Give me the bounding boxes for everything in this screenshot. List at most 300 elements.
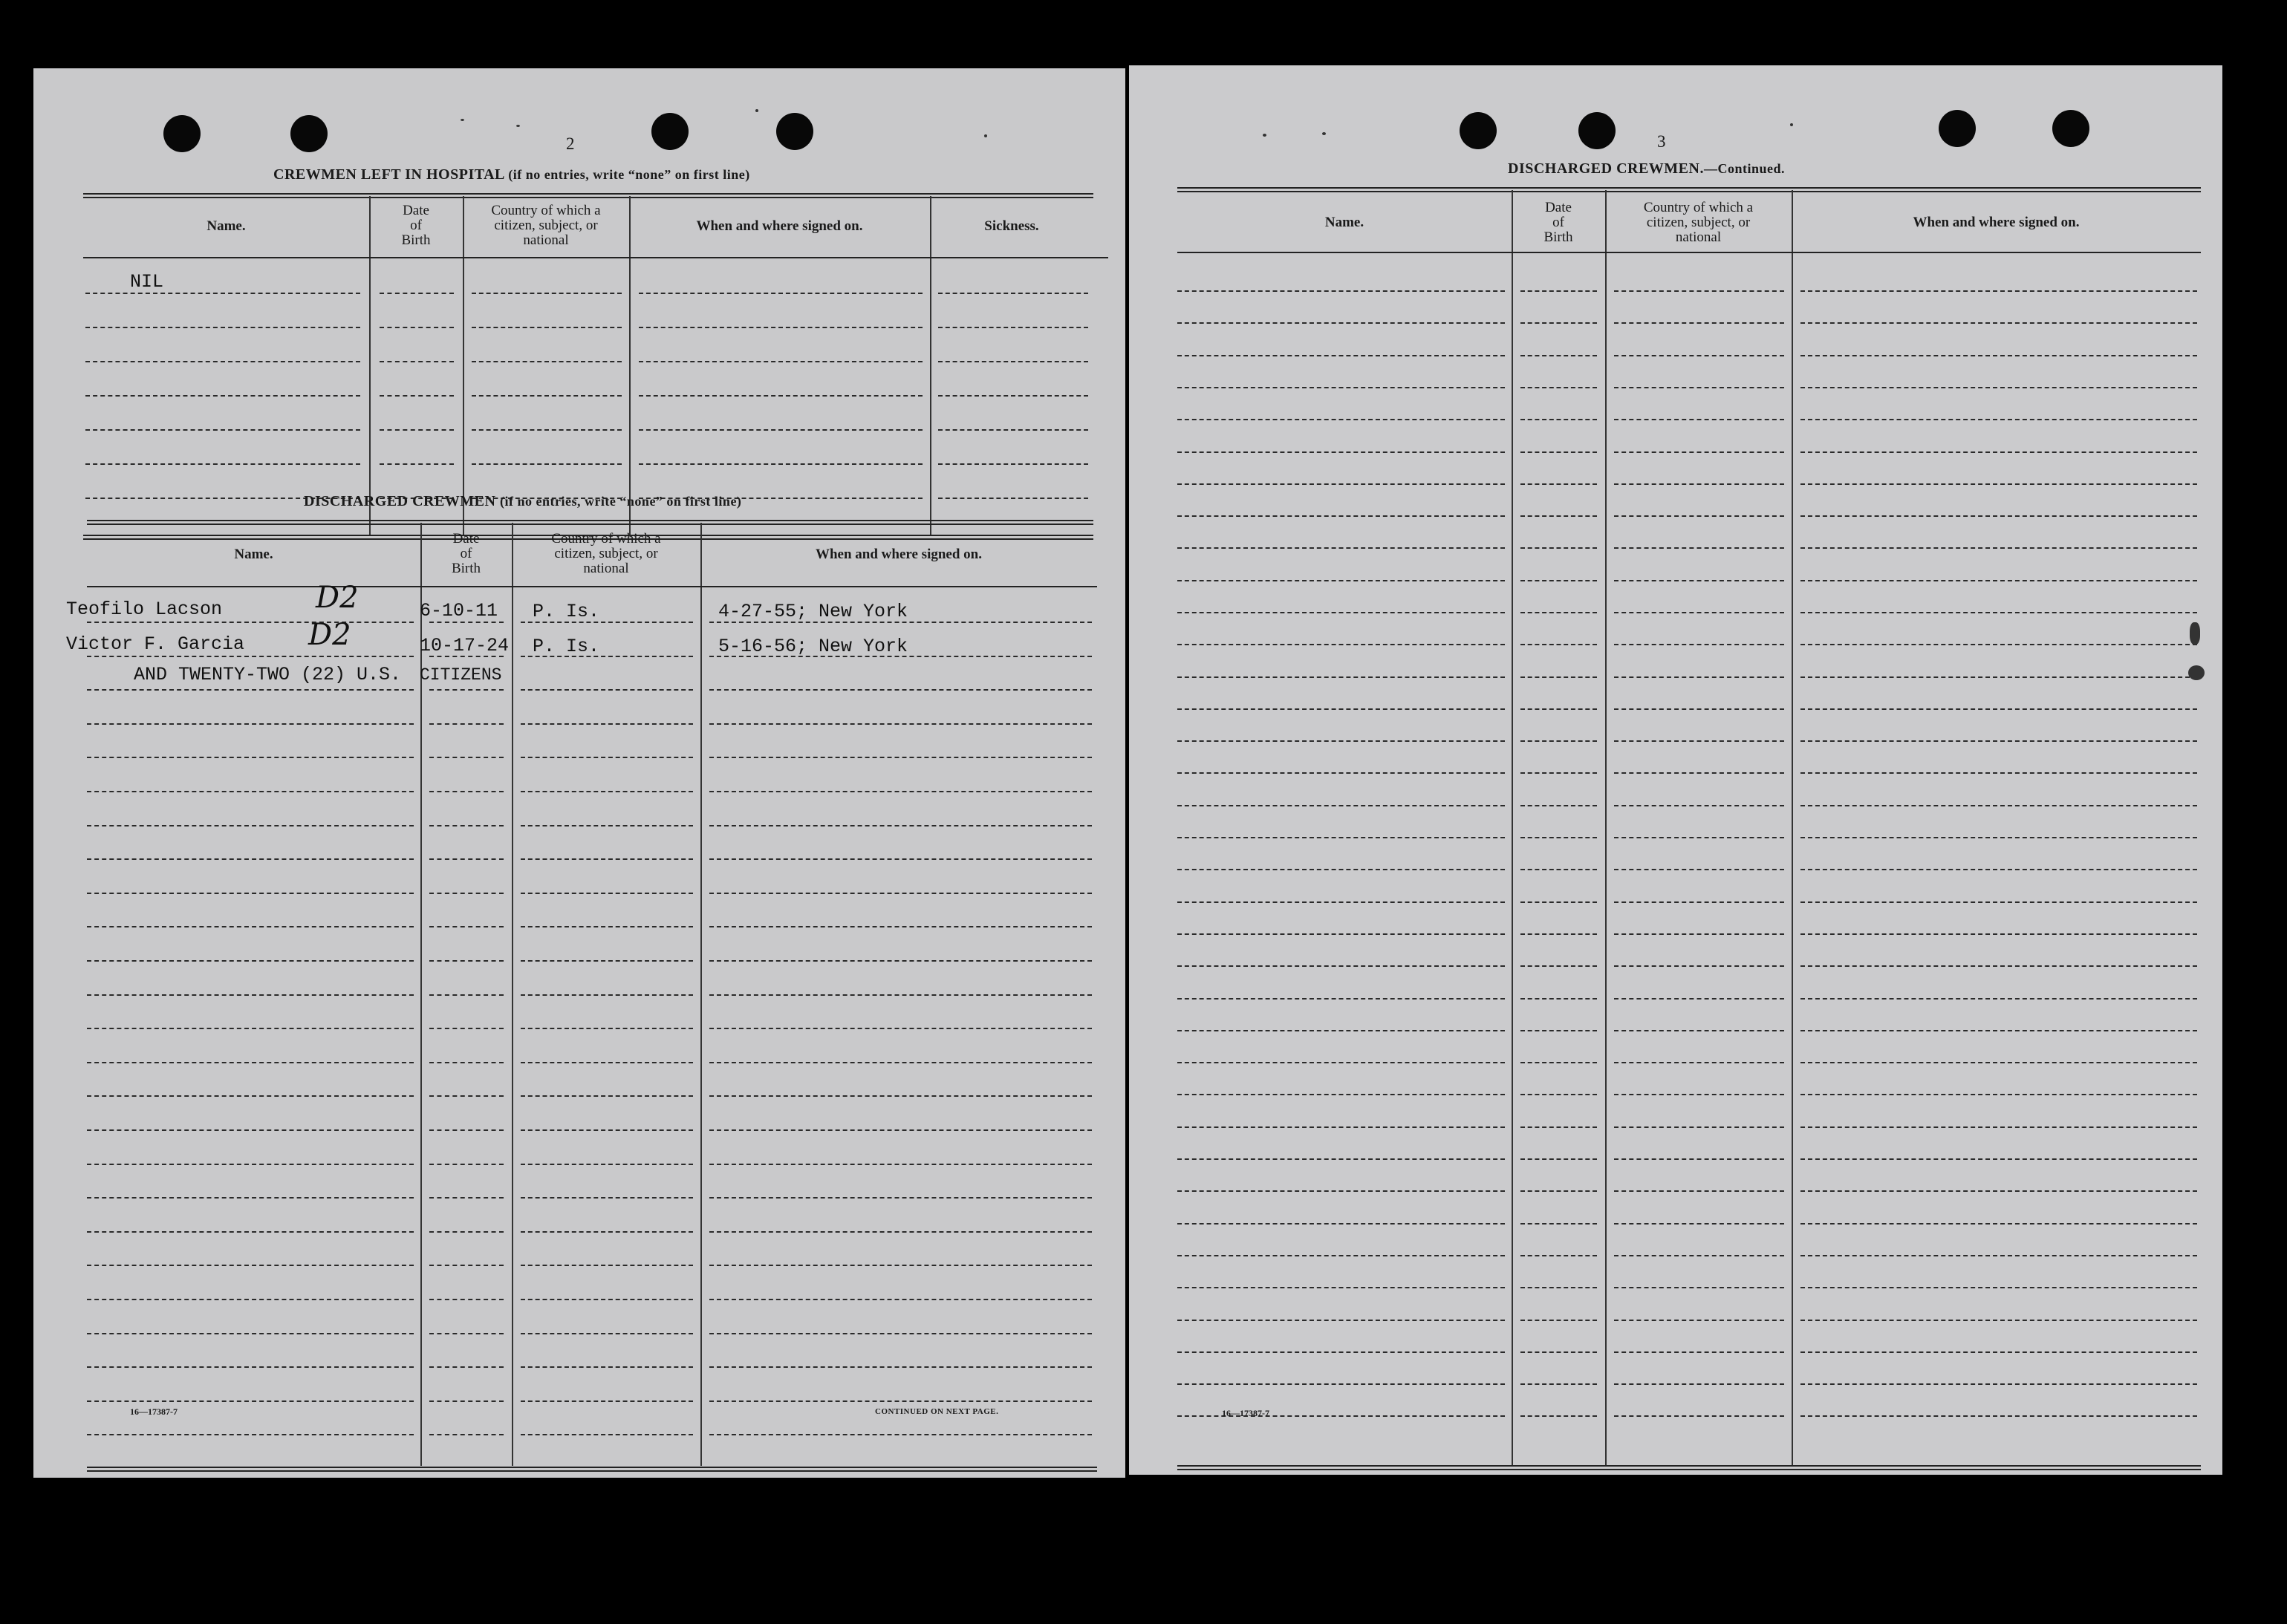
ruled-line <box>709 858 1092 860</box>
discharged-col-name: Name. <box>234 547 273 562</box>
ruled-line <box>380 361 454 362</box>
citizens-note: AND TWENTY-TWO (22) U.S. <box>134 664 402 685</box>
ruled-line <box>639 395 923 397</box>
ruled-line <box>429 791 504 792</box>
ruled-line <box>1177 580 1505 581</box>
ruled-line <box>1177 612 1505 613</box>
ruled-line <box>1800 1223 2197 1224</box>
ruled-line <box>521 757 693 758</box>
ruled-line <box>1520 1030 1597 1031</box>
ruled-line <box>1800 1062 2197 1063</box>
ruled-line <box>709 825 1092 826</box>
ruled-line <box>1800 387 2197 388</box>
ruled-line <box>472 395 622 397</box>
ruled-line <box>1520 837 1597 838</box>
ruled-line <box>429 689 504 691</box>
ruled-line <box>85 463 360 465</box>
ruled-line <box>1614 644 1784 645</box>
ruled-line <box>429 1095 504 1097</box>
ruled-line <box>521 1434 693 1435</box>
discharged-instruction: (if no entries, write “none” on first line) <box>499 494 742 509</box>
ruled-line <box>1177 483 1505 485</box>
ruled-line <box>87 926 414 927</box>
ruled-line <box>1520 1383 1597 1385</box>
ruled-line <box>87 1265 414 1266</box>
ruled-line <box>938 395 1088 397</box>
hospital-col-dob-line2: of <box>410 218 422 233</box>
ruled-line <box>429 858 504 860</box>
ruled-line <box>1520 1320 1597 1321</box>
paper-speck <box>461 119 464 121</box>
ruled-line <box>938 327 1088 328</box>
ruled-line <box>1800 1383 2197 1385</box>
hospital-col-divider <box>930 196 931 535</box>
ruled-line <box>1177 869 1505 870</box>
discharged-title-text: DISCHARGED CREWMEN <box>304 493 496 509</box>
ruled-line <box>521 926 693 927</box>
hospital-col-country-line2: citizen, subject, or <box>494 218 598 233</box>
ruled-line <box>1800 483 2197 485</box>
crewman-country: P. Is. <box>533 636 600 657</box>
ruled-line <box>429 1164 504 1165</box>
punch-hole <box>651 113 689 150</box>
ruled-line <box>1800 740 2197 742</box>
ruled-line <box>1177 1062 1505 1063</box>
ruled-line <box>1614 1030 1784 1031</box>
right-page <box>1129 65 2222 1475</box>
ruled-line <box>1614 805 1784 806</box>
ruled-line <box>1614 965 1784 967</box>
right-table-top-rule <box>1177 187 2201 192</box>
ruled-line <box>87 1062 414 1063</box>
ruled-line <box>429 1366 504 1368</box>
right-title-suffix: —Continued. <box>1703 161 1785 176</box>
discharged-col-country-line2: citizen, subject, or <box>554 546 658 561</box>
ruled-line <box>521 1129 693 1131</box>
ruled-line <box>1800 1030 2197 1031</box>
right-col-dob-line1: Date <box>1545 200 1572 215</box>
ruled-line <box>1614 1351 1784 1353</box>
ruled-line <box>1614 740 1784 742</box>
hospital-col-country-line1: Country of which a <box>491 203 601 218</box>
ruled-line <box>1520 451 1597 453</box>
hospital-section-title <box>273 166 750 183</box>
ruled-line <box>1520 998 1597 999</box>
ruled-line <box>1520 1062 1597 1063</box>
ruled-line <box>521 791 693 792</box>
ruled-line <box>639 293 923 294</box>
ruled-line <box>429 994 504 996</box>
right-col-name: Name. <box>1324 215 1364 230</box>
right-col-divider <box>1792 190 1793 1466</box>
ruled-line <box>85 361 360 362</box>
hospital-col-divider <box>629 196 631 535</box>
right-col-dob-line2: of <box>1552 215 1564 230</box>
ruled-line <box>1614 547 1784 549</box>
ruled-line <box>1520 965 1597 967</box>
ruled-line <box>1614 580 1784 581</box>
ruled-line <box>1177 1287 1505 1288</box>
ruled-line <box>87 1231 414 1233</box>
ruled-line <box>1614 483 1784 485</box>
ruled-line <box>1614 676 1784 678</box>
paper-speck <box>1790 123 1793 126</box>
ruled-line <box>429 1062 504 1063</box>
ruled-line <box>429 622 504 623</box>
ruled-line <box>85 395 360 397</box>
ruled-line <box>87 960 414 962</box>
right-col-country <box>1605 200 1792 245</box>
ruled-line <box>1800 998 2197 999</box>
ruled-line <box>85 293 360 294</box>
ruled-line <box>1614 901 1784 903</box>
ruled-line <box>87 1333 414 1334</box>
hospital-instruction: (if no entries, write “none” on first line) <box>508 167 750 182</box>
right-title-text: DISCHARGED CREWMEN. <box>1508 160 1704 177</box>
ruled-line <box>87 825 414 826</box>
ruled-line <box>1614 869 1784 870</box>
discharge-mark: D2 <box>308 618 351 652</box>
ruled-line <box>1520 644 1597 645</box>
hospital-entry-nil: NIL <box>130 271 164 293</box>
ruled-line <box>87 893 414 894</box>
discharged-table-bottom-rule <box>87 1467 1097 1472</box>
form-number: 16—17387-7 <box>1222 1408 1269 1418</box>
crewman-dob: 6-10-11 <box>420 600 498 622</box>
ruled-line <box>521 825 693 826</box>
ruled-line <box>429 757 504 758</box>
ruled-line <box>380 327 454 328</box>
ruled-line <box>87 1400 414 1402</box>
ruled-line <box>1520 547 1597 549</box>
ruled-line <box>521 689 693 691</box>
ruled-line <box>938 361 1088 362</box>
ruled-line <box>1800 1190 2197 1192</box>
ruled-line <box>1614 708 1784 710</box>
ruled-line <box>1800 1351 2197 1353</box>
ruled-line <box>521 1333 693 1334</box>
ruled-line <box>85 327 360 328</box>
ruled-line <box>1614 1094 1784 1095</box>
ruled-line <box>1520 1255 1597 1256</box>
ruled-line <box>1614 1287 1784 1288</box>
ruled-line <box>1614 1383 1784 1385</box>
ruled-line <box>1800 1158 2197 1160</box>
ruled-line <box>521 858 693 860</box>
punch-hole <box>290 115 328 152</box>
binding-mark <box>2190 622 2200 645</box>
ruled-line <box>709 1299 1092 1300</box>
ruled-line <box>472 361 622 362</box>
ruled-line <box>521 1231 693 1233</box>
discharged-header-rule <box>87 586 1097 587</box>
discharged-section-title <box>304 493 741 510</box>
ruled-line <box>1614 355 1784 356</box>
ruled-line <box>429 1028 504 1029</box>
ruled-line <box>1520 387 1597 388</box>
ruled-line <box>1520 869 1597 870</box>
ruled-line <box>521 1265 693 1266</box>
ruled-line <box>709 1062 1092 1063</box>
paper-speck <box>755 109 758 112</box>
ruled-line <box>380 463 454 465</box>
ruled-line <box>429 1299 504 1300</box>
ruled-line <box>1800 451 2197 453</box>
ruled-line <box>521 893 693 894</box>
ruled-line <box>709 1265 1092 1266</box>
ruled-line <box>87 689 414 691</box>
discharged-col-country-line3: national <box>583 561 629 576</box>
ruled-line <box>1800 1126 2197 1128</box>
right-col-country-line2: citizen, subject, or <box>1646 215 1751 230</box>
punch-hole <box>1460 112 1497 149</box>
ruled-line <box>1177 1383 1505 1385</box>
punch-hole <box>1578 112 1616 149</box>
ruled-line <box>87 994 414 996</box>
ruled-line <box>709 994 1092 996</box>
ruled-line <box>429 723 504 725</box>
ruled-line <box>938 293 1088 294</box>
ruled-line <box>709 1434 1092 1435</box>
ruled-line <box>709 757 1092 758</box>
discharged-col-dob-line2: of <box>460 546 472 561</box>
discharged-col-divider <box>700 523 702 1466</box>
ruled-line <box>1800 1255 2197 1256</box>
ruled-line <box>1614 1255 1784 1256</box>
ruled-line <box>87 1164 414 1165</box>
discharged-col-divider <box>420 523 422 1466</box>
hospital-col-sickness: Sickness. <box>984 218 1039 234</box>
right-section-title <box>1508 160 1785 177</box>
ruled-line <box>1800 1094 2197 1095</box>
ruled-line <box>429 1333 504 1334</box>
ruled-line <box>380 395 454 397</box>
ruled-line <box>1614 1062 1784 1063</box>
ruled-line <box>1177 1158 1505 1160</box>
ruled-line <box>472 463 622 465</box>
ruled-line <box>1800 644 2197 645</box>
ruled-line <box>429 1129 504 1131</box>
discharged-col-dob-line3: Birth <box>451 561 481 576</box>
crewman-signed-on: 4-27-55; New York <box>718 601 908 622</box>
ruled-line <box>1177 1351 1505 1353</box>
ruled-line <box>87 622 414 623</box>
ruled-line <box>429 1434 504 1435</box>
ruled-line <box>429 1400 504 1402</box>
ruled-line <box>1800 708 2197 710</box>
ruled-line <box>1520 805 1597 806</box>
ruled-line <box>709 1400 1092 1402</box>
ruled-line <box>709 689 1092 691</box>
ruled-line <box>1520 1351 1597 1353</box>
ruled-line <box>1520 740 1597 742</box>
ruled-line <box>521 1062 693 1063</box>
ruled-line <box>1520 1094 1597 1095</box>
paper-speck <box>1263 134 1266 137</box>
ruled-line <box>1520 708 1597 710</box>
ruled-line <box>1177 547 1505 549</box>
ruled-line <box>472 327 622 328</box>
discharged-col-country-line1: Country of which a <box>551 531 661 547</box>
paper-speck <box>984 134 987 137</box>
ruled-line <box>938 429 1088 431</box>
discharged-col-divider <box>512 523 513 1466</box>
form-number: 16—17387-7 <box>130 1406 178 1417</box>
ruled-line <box>521 1028 693 1029</box>
ruled-line <box>429 1265 504 1266</box>
ruled-line <box>429 825 504 826</box>
ruled-line <box>639 429 923 431</box>
ruled-line <box>87 723 414 725</box>
ruled-line <box>1177 901 1505 903</box>
ruled-line <box>1177 772 1505 774</box>
ruled-line <box>1614 837 1784 838</box>
ruled-line <box>1177 451 1505 453</box>
ruled-line <box>709 1197 1092 1199</box>
ruled-line <box>1520 483 1597 485</box>
discharge-mark: D2 <box>316 581 359 615</box>
ruled-line <box>709 1366 1092 1368</box>
discharged-col-dob-line1: Date <box>452 531 480 547</box>
ruled-line <box>1520 676 1597 678</box>
ruled-line <box>521 1400 693 1402</box>
ruled-line <box>1614 772 1784 774</box>
ruled-line <box>1800 1287 2197 1288</box>
ruled-line <box>1177 933 1505 935</box>
ruled-line <box>1520 515 1597 517</box>
ruled-line <box>1520 901 1597 903</box>
ruled-line <box>429 1231 504 1233</box>
ruled-line <box>87 1197 414 1199</box>
ruled-line <box>639 361 923 362</box>
ruled-line <box>1800 933 2197 935</box>
hospital-col-name: Name. <box>206 218 246 234</box>
ruled-line <box>1614 515 1784 517</box>
ruled-line <box>709 926 1092 927</box>
ruled-line <box>1520 580 1597 581</box>
ruled-line <box>709 1095 1092 1097</box>
ruled-line <box>1800 580 2197 581</box>
ruled-line <box>1614 1223 1784 1224</box>
citizens-note-continued: CITIZENS <box>420 665 502 685</box>
ruled-line <box>938 463 1088 465</box>
ruled-line <box>1800 965 2197 967</box>
ruled-line <box>1177 1030 1505 1031</box>
page-number: 2 <box>566 134 575 153</box>
ruled-line <box>1800 837 2197 838</box>
ruled-line <box>1177 515 1505 517</box>
page-number: 3 <box>1657 132 1666 151</box>
ruled-line <box>380 293 454 294</box>
ruled-line <box>1614 998 1784 999</box>
ruled-line <box>1614 419 1784 420</box>
ruled-line <box>1614 1126 1784 1128</box>
hospital-col-country-line3: national <box>523 232 569 248</box>
crewman-name: Teofilo Lacson <box>66 599 223 620</box>
ruled-line <box>429 960 504 962</box>
ruled-line <box>1177 290 1505 292</box>
ruled-line <box>1800 612 2197 613</box>
ruled-line <box>1177 1320 1505 1321</box>
ruled-line <box>639 463 923 465</box>
hospital-col-dob-line1: Date <box>403 203 429 218</box>
ruled-line <box>1614 1320 1784 1321</box>
ruled-line <box>87 1366 414 1368</box>
right-col-dob <box>1512 200 1605 245</box>
right-table-bottom-rule <box>1177 1465 2201 1470</box>
ruled-line <box>472 429 622 431</box>
ruled-line <box>1177 1223 1505 1224</box>
ruled-line <box>1520 612 1597 613</box>
ruled-line <box>1614 451 1784 453</box>
ruled-line <box>1520 1415 1597 1417</box>
ruled-line <box>1520 1126 1597 1128</box>
ruled-line <box>1614 290 1784 292</box>
ruled-line <box>429 926 504 927</box>
ruled-line <box>1800 515 2197 517</box>
ruled-line <box>709 1129 1092 1131</box>
right-col-signed: When and where signed on. <box>1913 215 2080 230</box>
ruled-line <box>1800 772 2197 774</box>
ruled-line <box>1614 1190 1784 1192</box>
ruled-line <box>521 723 693 725</box>
ruled-line <box>1520 772 1597 774</box>
ruled-line <box>1177 1255 1505 1256</box>
ruled-line <box>521 1299 693 1300</box>
ruled-line <box>1177 419 1505 420</box>
paper-speck <box>516 125 520 127</box>
discharged-col-dob <box>420 532 512 576</box>
right-col-dob-line3: Birth <box>1543 229 1573 245</box>
ruled-line <box>521 1095 693 1097</box>
hospital-title-text: CREWMEN LEFT IN HOSPITAL <box>273 166 504 183</box>
ruled-line <box>87 757 414 758</box>
ruled-line <box>87 1028 414 1029</box>
hospital-col-signed: When and where signed on. <box>696 218 863 234</box>
discharged-col-signed: When and where signed on. <box>815 547 982 562</box>
ruled-line <box>1520 290 1597 292</box>
ruled-line <box>1614 1158 1784 1160</box>
ruled-line <box>1520 322 1597 324</box>
ruled-line <box>1520 1158 1597 1160</box>
binding-mark <box>2188 665 2205 680</box>
ruled-line <box>1520 355 1597 356</box>
ruled-line <box>87 1095 414 1097</box>
ruled-line <box>521 1197 693 1199</box>
crewman-name: Victor F. Garcia <box>66 633 245 655</box>
punch-hole <box>163 115 201 152</box>
right-col-divider <box>1605 190 1607 1466</box>
ruled-line <box>1800 419 2197 420</box>
crewman-dob: 10-17-24 <box>420 635 510 656</box>
ruled-line <box>87 1129 414 1131</box>
ruled-line <box>1614 612 1784 613</box>
punch-hole <box>2052 110 2089 147</box>
ruled-line <box>85 429 360 431</box>
ruled-line <box>1800 805 2197 806</box>
ruled-line <box>1177 998 1505 999</box>
ruled-line <box>1177 322 1505 324</box>
ruled-line <box>1177 387 1505 388</box>
ruled-line <box>709 723 1092 725</box>
ruled-line <box>709 1231 1092 1233</box>
ruled-line <box>87 656 414 657</box>
hospital-col-dob <box>369 203 463 248</box>
hospital-table-top-rule <box>83 193 1093 198</box>
ruled-line <box>709 1028 1092 1029</box>
crewman-country: P. Is. <box>533 601 600 622</box>
right-header-rule <box>1177 252 2201 253</box>
